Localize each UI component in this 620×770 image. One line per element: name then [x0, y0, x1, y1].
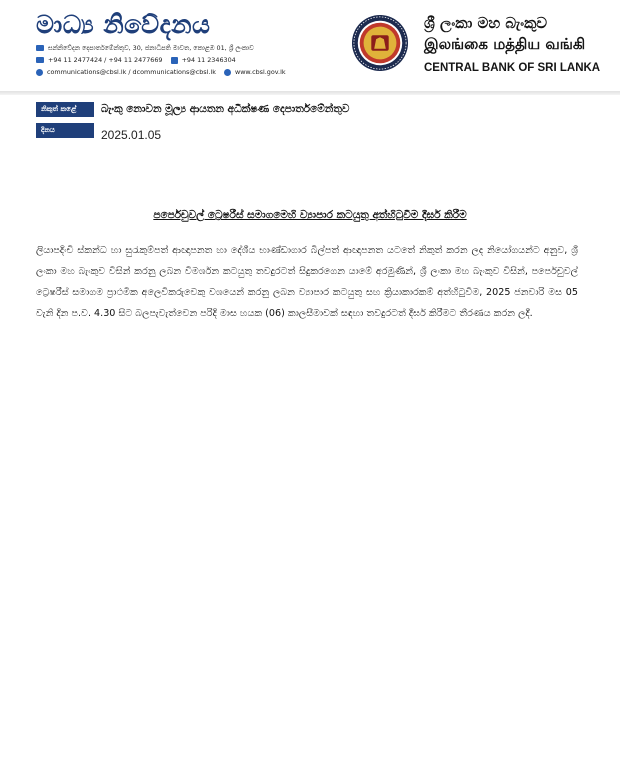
issued-by-value: බැංකු නොවන මූල්‍ය ආයතන අධීක්ෂණ දෙපාර්තමේන්තුව: [101, 103, 350, 115]
address-line: [36, 44, 254, 53]
document-body: ලියාපදිංචි ස්කන්ධ හා සුරැකුම්පත් ආඥාපනත හා දේශීය භාණ්ඩාගාර බිල්පත් ආඥාපනත යටතේ නිකුත් කරන ලද නියෝගයන්ට අනුව, ශ්‍රී ලංකා මහ බැංකුව විසින් කරනු ලබන විමර්ශන කටයුතු තවදුරටත් සිදුකරගෙන යාමේ අරමුණින්, ශ්‍රී ලංකා මහ බැංකුව විසින්, පර්පෙචුවල් ට්‍රෙෂරීස් සමාගම ප්‍රාථමික අලෙවිකරුවෙකු වශයෙන් කරනු ලබන ව්‍යාපාර කටයුතු සහ ක්‍රියාකාරකම් අත්හිටුවීම, 2025 ජනවාරි මස 05 වැනි දින ප.ව. 4.30 සිට බලපැවැත්වෙන පරිදි මාස හයක (06) කාලසීමාවක් සඳහා තවදුරටත් දීර්ඝ කිරීමට තීරණය කරන ලදී.: [36, 245, 578, 319]
email-web-line: [36, 68, 286, 76]
website-link[interactable]: www.cbsl.gov.lk: [234, 68, 286, 76]
address-text: සන්නිවේදන දෙපාර්තමේන්තුව, 30, ජනාධිපති මාවත, කොළඹ 01, ශ්‍රී ලංකාව: [48, 44, 254, 52]
email-text[interactable]: communications@cbsl.lk / dcommunications@cbsl.lk: [47, 68, 216, 76]
email-icon: [36, 69, 43, 76]
cbsl-seal-logo: [351, 14, 409, 72]
date-label: දිනය: [36, 123, 94, 138]
bank-name-english: CENTRAL BANK OF SRI LANKA: [424, 62, 601, 74]
phone-fax-line: [36, 56, 236, 64]
bank-name-sinhala: ශ්‍රී ලංකා මහ බැංකුව: [424, 14, 548, 32]
bank-names: [424, 14, 600, 74]
issued-by-label: නිකුත් කළේ: [36, 102, 94, 117]
fax-icon: [171, 57, 178, 64]
header-divider: [0, 91, 620, 95]
bank-name-tamil: இலங்கை மத்திய வங்கி: [424, 35, 586, 53]
phone-icon: [36, 57, 44, 63]
document-heading: පර්පෙචුවල් ට්‍රෙෂරීස් සමාගමෙහි ව්‍යාපාර කටයුතු අත්හිටුවීම දීර්ඝ කිරීම: [153, 209, 467, 221]
globe-icon: [224, 69, 231, 76]
location-icon: [36, 45, 44, 51]
press-release-title: මාධ්‍ය නිවේදනය: [36, 10, 211, 39]
date-value: 2025.01.05: [101, 128, 162, 142]
phone-text: +94 11 2477424 / +94 11 2477669: [48, 56, 163, 64]
fax-text: +94 11 2346304: [181, 56, 236, 64]
